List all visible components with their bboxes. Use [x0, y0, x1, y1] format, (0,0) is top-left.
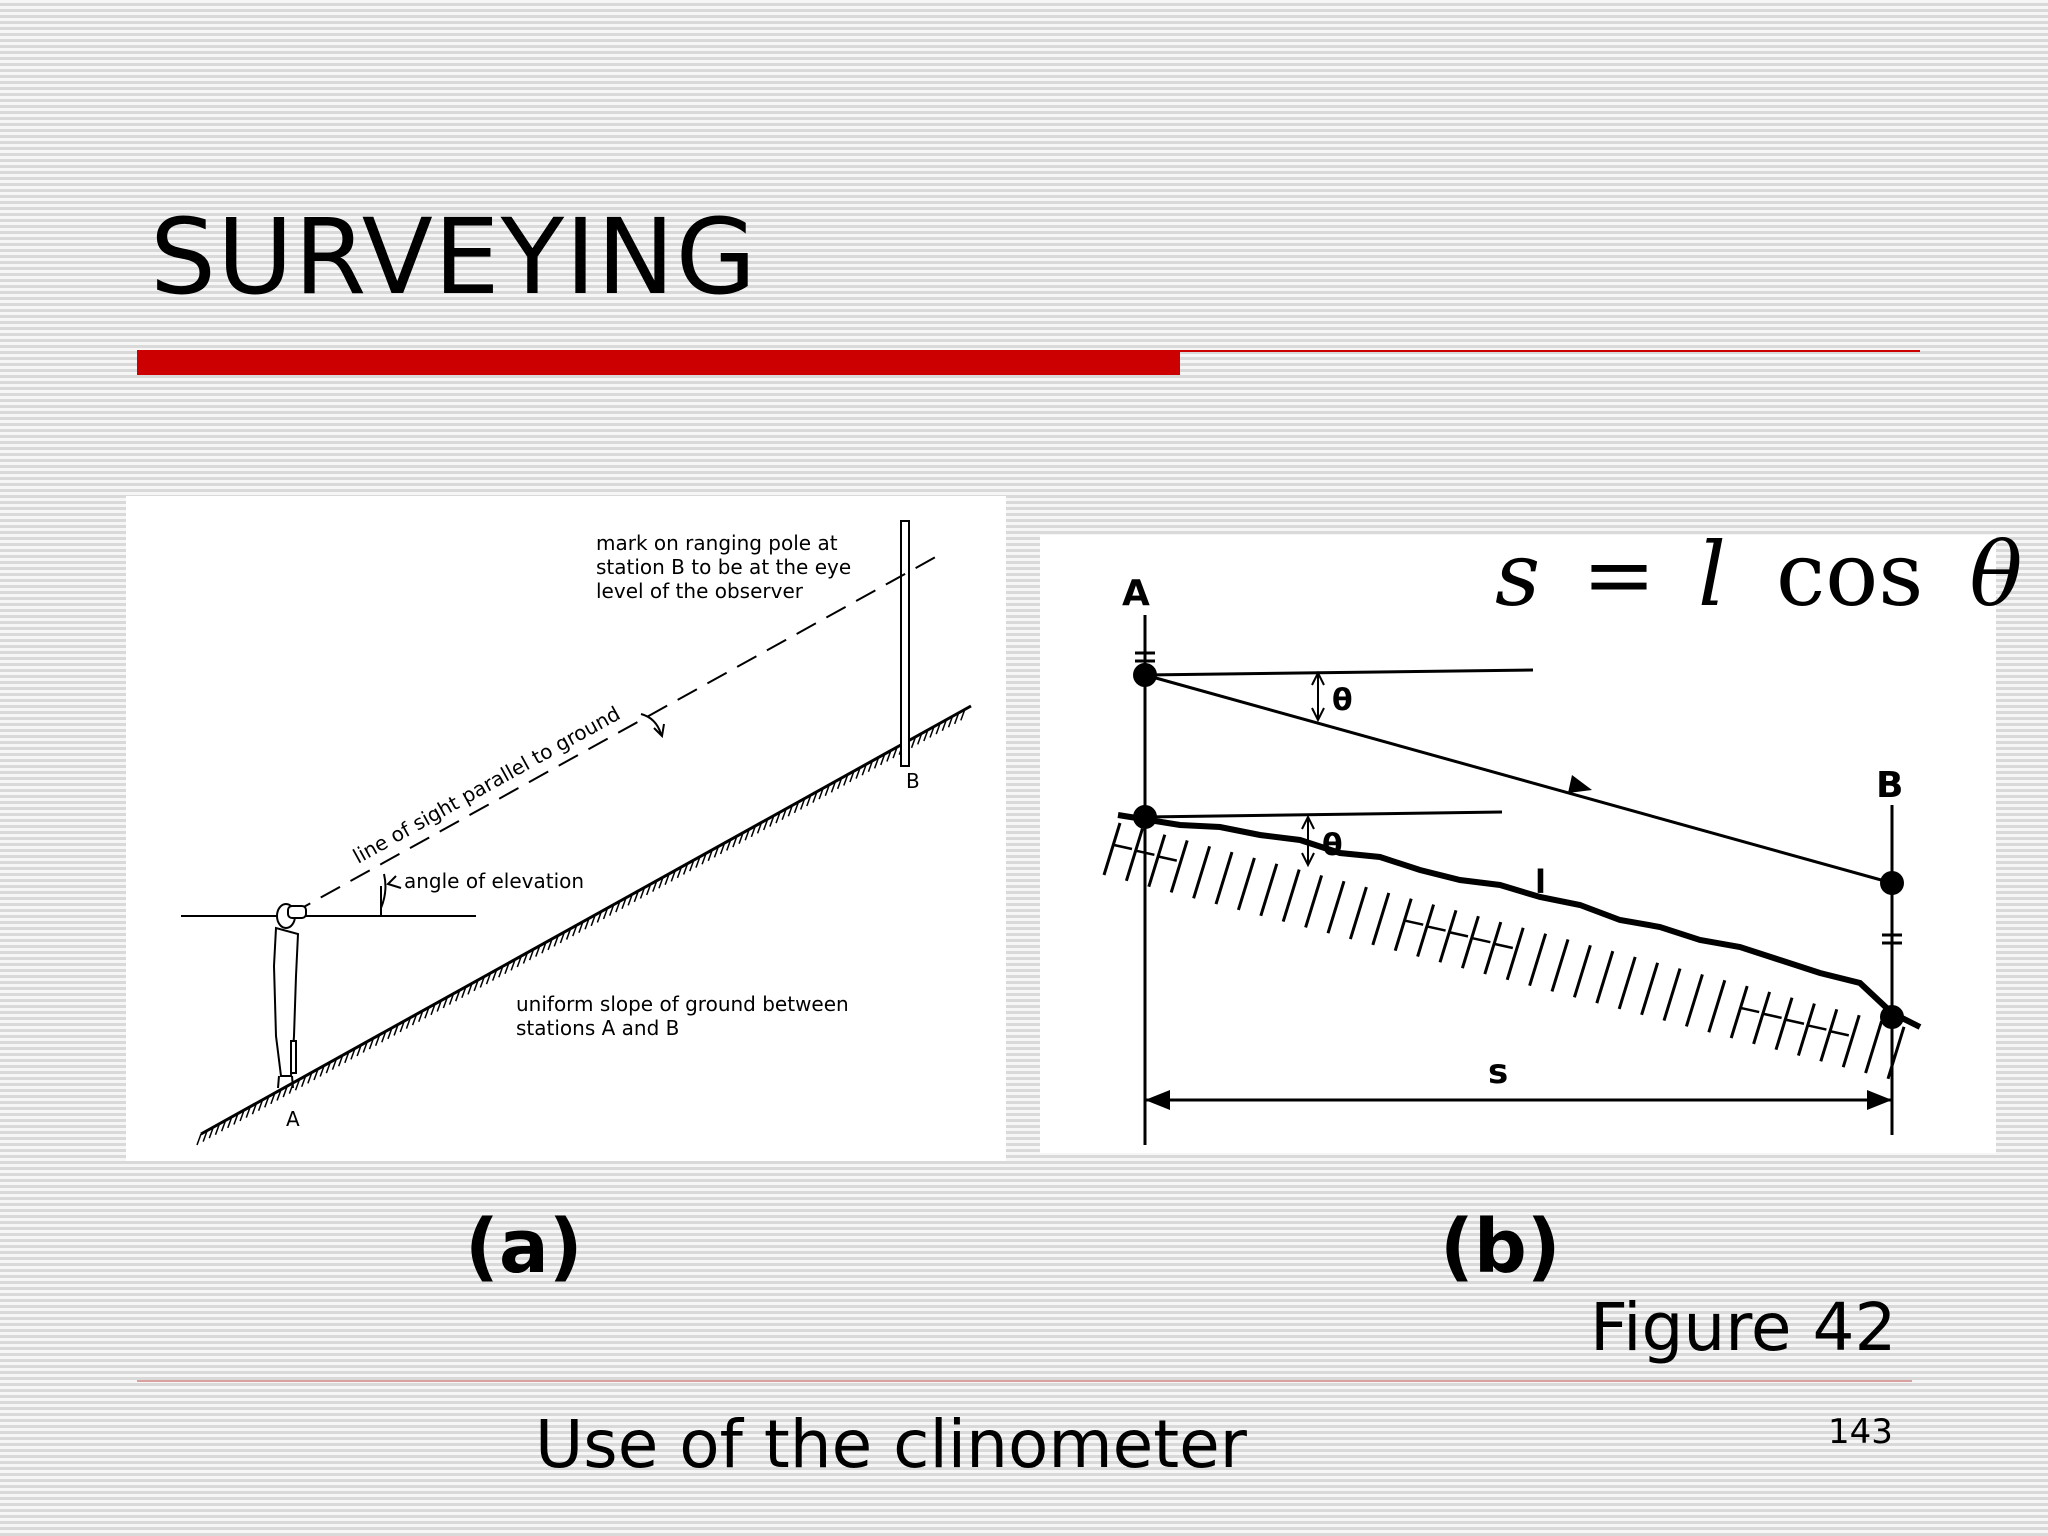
station-b-upper-point — [1880, 871, 1904, 895]
station-b-ground-point — [1880, 1005, 1904, 1029]
station-b-label: B — [1876, 765, 1904, 806]
pole-mark-label-1: mark on ranging pole at — [596, 531, 838, 555]
horizontal-reference-ground — [1145, 812, 1502, 817]
observer-figure — [274, 904, 306, 1088]
caption-b: (b) — [1440, 1204, 1561, 1290]
footer-caption: Use of the clinometer — [535, 1406, 1247, 1483]
ranging-pole — [901, 521, 909, 766]
theta-top-label: θ — [1332, 683, 1353, 718]
angle-of-elevation-label: angle of elevation — [404, 869, 585, 893]
sight-line-arrow — [1568, 775, 1592, 793]
figure-panel-a — [126, 496, 1006, 1161]
line-of-sight-label: line of sight parallel to ground — [348, 701, 625, 869]
title-accent-line — [1180, 350, 1920, 352]
horizontal-reference-top — [1145, 670, 1533, 675]
pole-mark-label-2: station B to be at the eye — [596, 555, 852, 579]
station-a-label: A — [286, 1107, 300, 1131]
slope-formula: s = l cos θ — [1495, 523, 2023, 626]
horizontal-distance-label: s — [1488, 1052, 1509, 1092]
ground-slope-line — [201, 706, 971, 1134]
page-number: 143 — [1828, 1412, 1893, 1452]
line-of-sight — [291, 554, 941, 914]
slope-label-1: uniform slope of ground between — [516, 992, 849, 1016]
caption-a: (a) — [465, 1204, 583, 1290]
ground-hatching — [1104, 823, 1904, 1079]
station-a-label: A — [1122, 573, 1150, 614]
slide-title: SURVEYING — [150, 196, 758, 318]
title-accent-bar — [137, 350, 1180, 375]
figure-panel-b — [1040, 523, 2023, 1153]
angle-pointer — [388, 876, 401, 888]
station-b-label: B — [906, 769, 920, 793]
slope-label-2: stations A and B — [516, 1016, 680, 1040]
ground-profile — [1118, 815, 1920, 1027]
slope-correction-diagram — [1040, 523, 2023, 1153]
clinometer-observer-diagram — [126, 496, 1006, 1161]
pole-mark-label-3: level of the observer — [596, 579, 803, 603]
footer-divider — [137, 1380, 1912, 1382]
slope-length-label: l — [1535, 863, 1546, 901]
sight-line — [1145, 675, 1892, 883]
theta-bottom-label: θ — [1322, 828, 1343, 863]
figure-number: Figure 42 — [1590, 1289, 1897, 1366]
